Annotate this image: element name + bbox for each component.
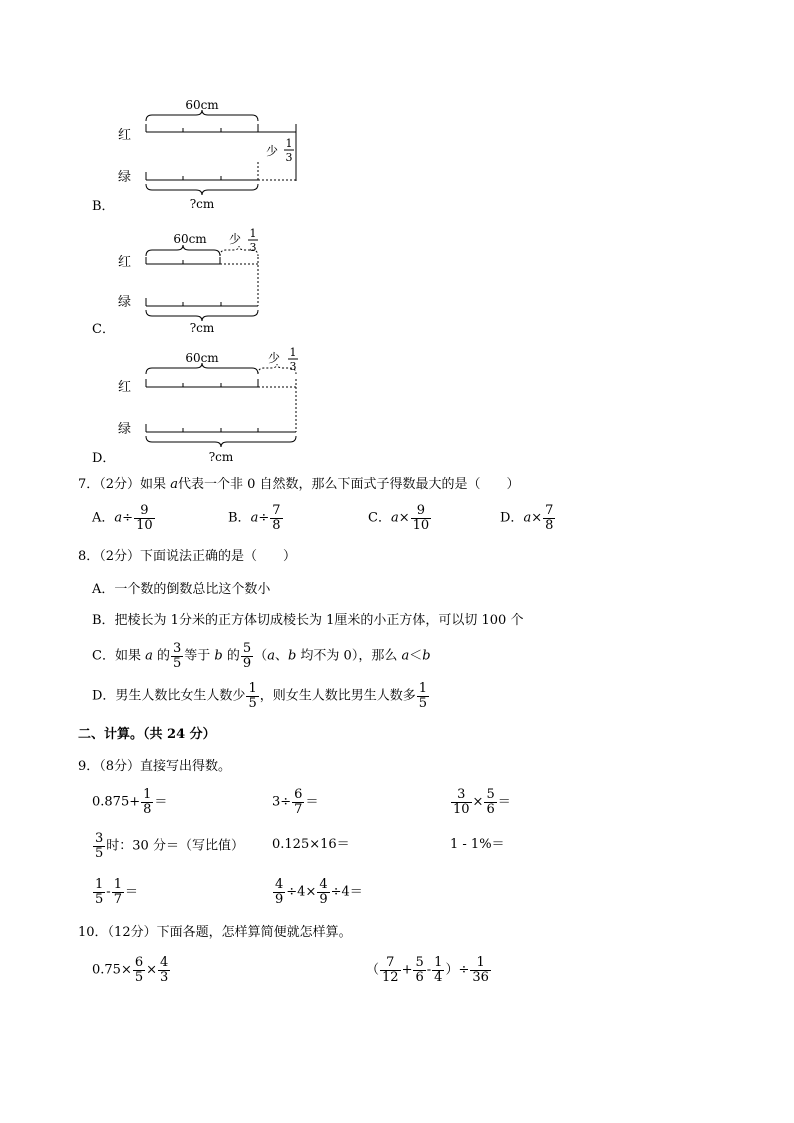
- green-label: 绿: [118, 422, 132, 437]
- q7-option-c[interactable]: C．a× $\frac{9}{10}$: [368, 503, 430, 533]
- less-word: 少: [266, 144, 279, 158]
- q8-stem: 8．（2分）下面说法正确的是（ ）: [78, 549, 297, 564]
- red-label: 红: [118, 255, 132, 270]
- q10-expr-1: 0.75× $\frac{6}{5}$ × $\frac{4}{3}$: [92, 955, 169, 985]
- less-frac-den: 3: [285, 151, 293, 164]
- fraction: $\frac{1}{4}$: [434, 955, 443, 985]
- brace-label-unknown: ?cm: [189, 321, 215, 335]
- q7-stem: 7．（2分）如果 a代表一个非 0 自然数，那么下面式子得数最大的是（ ）: [78, 477, 520, 492]
- fraction: $\frac{7}{12}$: [382, 955, 399, 985]
- q9-expr-8: $\frac{4}{9}$ ÷4× $\frac{4}{9}$ ÷4＝: [275, 877, 363, 907]
- section-heading: 二、计算。（共 24 分）: [78, 727, 216, 742]
- less-frac-num: 1: [289, 346, 297, 359]
- fraction: $\frac{4}{3}$: [160, 955, 169, 985]
- diagram-b: [80, 90, 320, 216]
- q7-option-a[interactable]: A．a÷ $\frac{9}{10}$: [92, 503, 153, 533]
- brace-label-60cm: 60cm: [173, 232, 207, 246]
- less-frac-num: 1: [249, 227, 257, 240]
- fraction: $\frac{4}{9}$: [275, 877, 284, 907]
- top-brace: [146, 363, 258, 374]
- green-label: 绿: [118, 295, 132, 310]
- q7-option-d[interactable]: D．a× $\frac{7}{8}$: [500, 503, 554, 533]
- fraction: $\frac{1}{5}$: [418, 681, 428, 711]
- q10-expr-2: （ $\frac{7}{12}$ + $\frac{5}{6}$ - $\frac{1}{4}$ ）÷ $\frac{1}{36}$: [366, 955, 489, 985]
- less-frac-den: 3: [289, 360, 297, 373]
- option-b-label: B．: [92, 199, 115, 214]
- bottom-brace: [146, 436, 296, 447]
- brace-label-60cm: 60cm: [185, 351, 219, 365]
- fraction: $\frac{5}{6}$: [415, 955, 424, 985]
- q9-expr-3: $\frac{3}{10}$ × $\frac{5}{6}$ ＝: [453, 787, 511, 817]
- q10-stem: 10．（12分）下面各题，怎样算简便就怎样算。: [78, 925, 352, 940]
- fraction: $\frac{5}{9}$: [242, 641, 252, 671]
- q8-option-d[interactable]: D．男生人数比女生人数少 $\frac{1}{5}$ ，则女生人数比男生人数多 $\frac{1}{5}$: [92, 681, 428, 711]
- brace-label-60cm: 60cm: [185, 98, 219, 112]
- fraction: $\frac{7}{8}$: [272, 503, 281, 533]
- q9-expr-1: 0.875+ $\frac{1}{8}$ ＝: [92, 787, 168, 817]
- q9-expr-4: $\frac{3}{5}$ 时：30 分＝（写比值）: [95, 831, 244, 861]
- brace-label-unknown: ?cm: [189, 197, 215, 211]
- less-frac-num: 1: [285, 137, 293, 150]
- q9-expr-6: 1 - 1%＝: [450, 837, 505, 852]
- brace-label-unknown: ?cm: [208, 450, 234, 464]
- fraction: $\frac{9}{10}$: [412, 503, 430, 533]
- bottom-brace: [146, 184, 258, 195]
- fraction: $\frac{1}{8}$: [143, 787, 152, 817]
- bottom-brace: [146, 310, 258, 321]
- less-word: 少: [229, 232, 242, 246]
- q9-stem: 9．（8分）直接写出得数。: [78, 759, 232, 774]
- fraction: $\frac{5}{6}$: [486, 787, 495, 817]
- fraction: $\frac{1}{5}$: [248, 681, 257, 711]
- fraction: $\frac{6}{5}$: [134, 955, 144, 985]
- fraction: $\frac{6}{7}$: [294, 787, 303, 817]
- q8-option-b[interactable]: B．把棱长为 1分米的正方体切成棱长为 1厘米的小正方体，可以切 100 个: [92, 613, 524, 628]
- q9-expr-7: $\frac{1}{5}$ - $\frac{1}{7}$ ＝: [95, 877, 138, 907]
- fraction: $\frac{3}{10}$: [453, 787, 470, 817]
- q8-option-a[interactable]: A．一个数的倒数总比这个数小: [92, 582, 271, 597]
- less-word: 少: [268, 351, 281, 365]
- less-frac-den: 3: [249, 241, 257, 254]
- q9-expr-5: 0.125×16＝: [272, 837, 350, 852]
- red-label: 红: [118, 128, 132, 143]
- fraction: $\frac{1}{36}$: [472, 955, 489, 985]
- q7-option-b[interactable]: B．a÷ $\frac{7}{8}$: [228, 503, 281, 533]
- fraction: $\frac{3}{5}$: [95, 831, 104, 861]
- fraction: $\frac{4}{9}$: [319, 877, 328, 907]
- diagram-d: [80, 342, 320, 466]
- option-c-label: C．: [92, 322, 115, 337]
- top-brace: [146, 245, 220, 256]
- fraction: $\frac{3}{5}$: [173, 641, 182, 671]
- green-label: 绿: [118, 170, 132, 185]
- top-brace: [146, 110, 258, 121]
- q8-option-c[interactable]: C．如果 a 的 $\frac{3}{5}$ 等于 b 的 $\frac{5}{9}$ （a、b 均不为 0），那么 a＜b: [92, 641, 431, 671]
- fraction: $\frac{7}{8}$: [545, 503, 554, 533]
- red-label: 红: [118, 380, 132, 395]
- fraction: $\frac{1}{7}$: [113, 877, 122, 907]
- fraction: $\frac{1}{5}$: [95, 877, 104, 907]
- diagram-c: [80, 224, 320, 336]
- q9-expr-2: 3÷ $\frac{6}{7}$ ＝: [272, 787, 319, 817]
- fraction: $\frac{9}{10}$: [136, 503, 153, 533]
- option-d-label: D．: [92, 451, 116, 466]
